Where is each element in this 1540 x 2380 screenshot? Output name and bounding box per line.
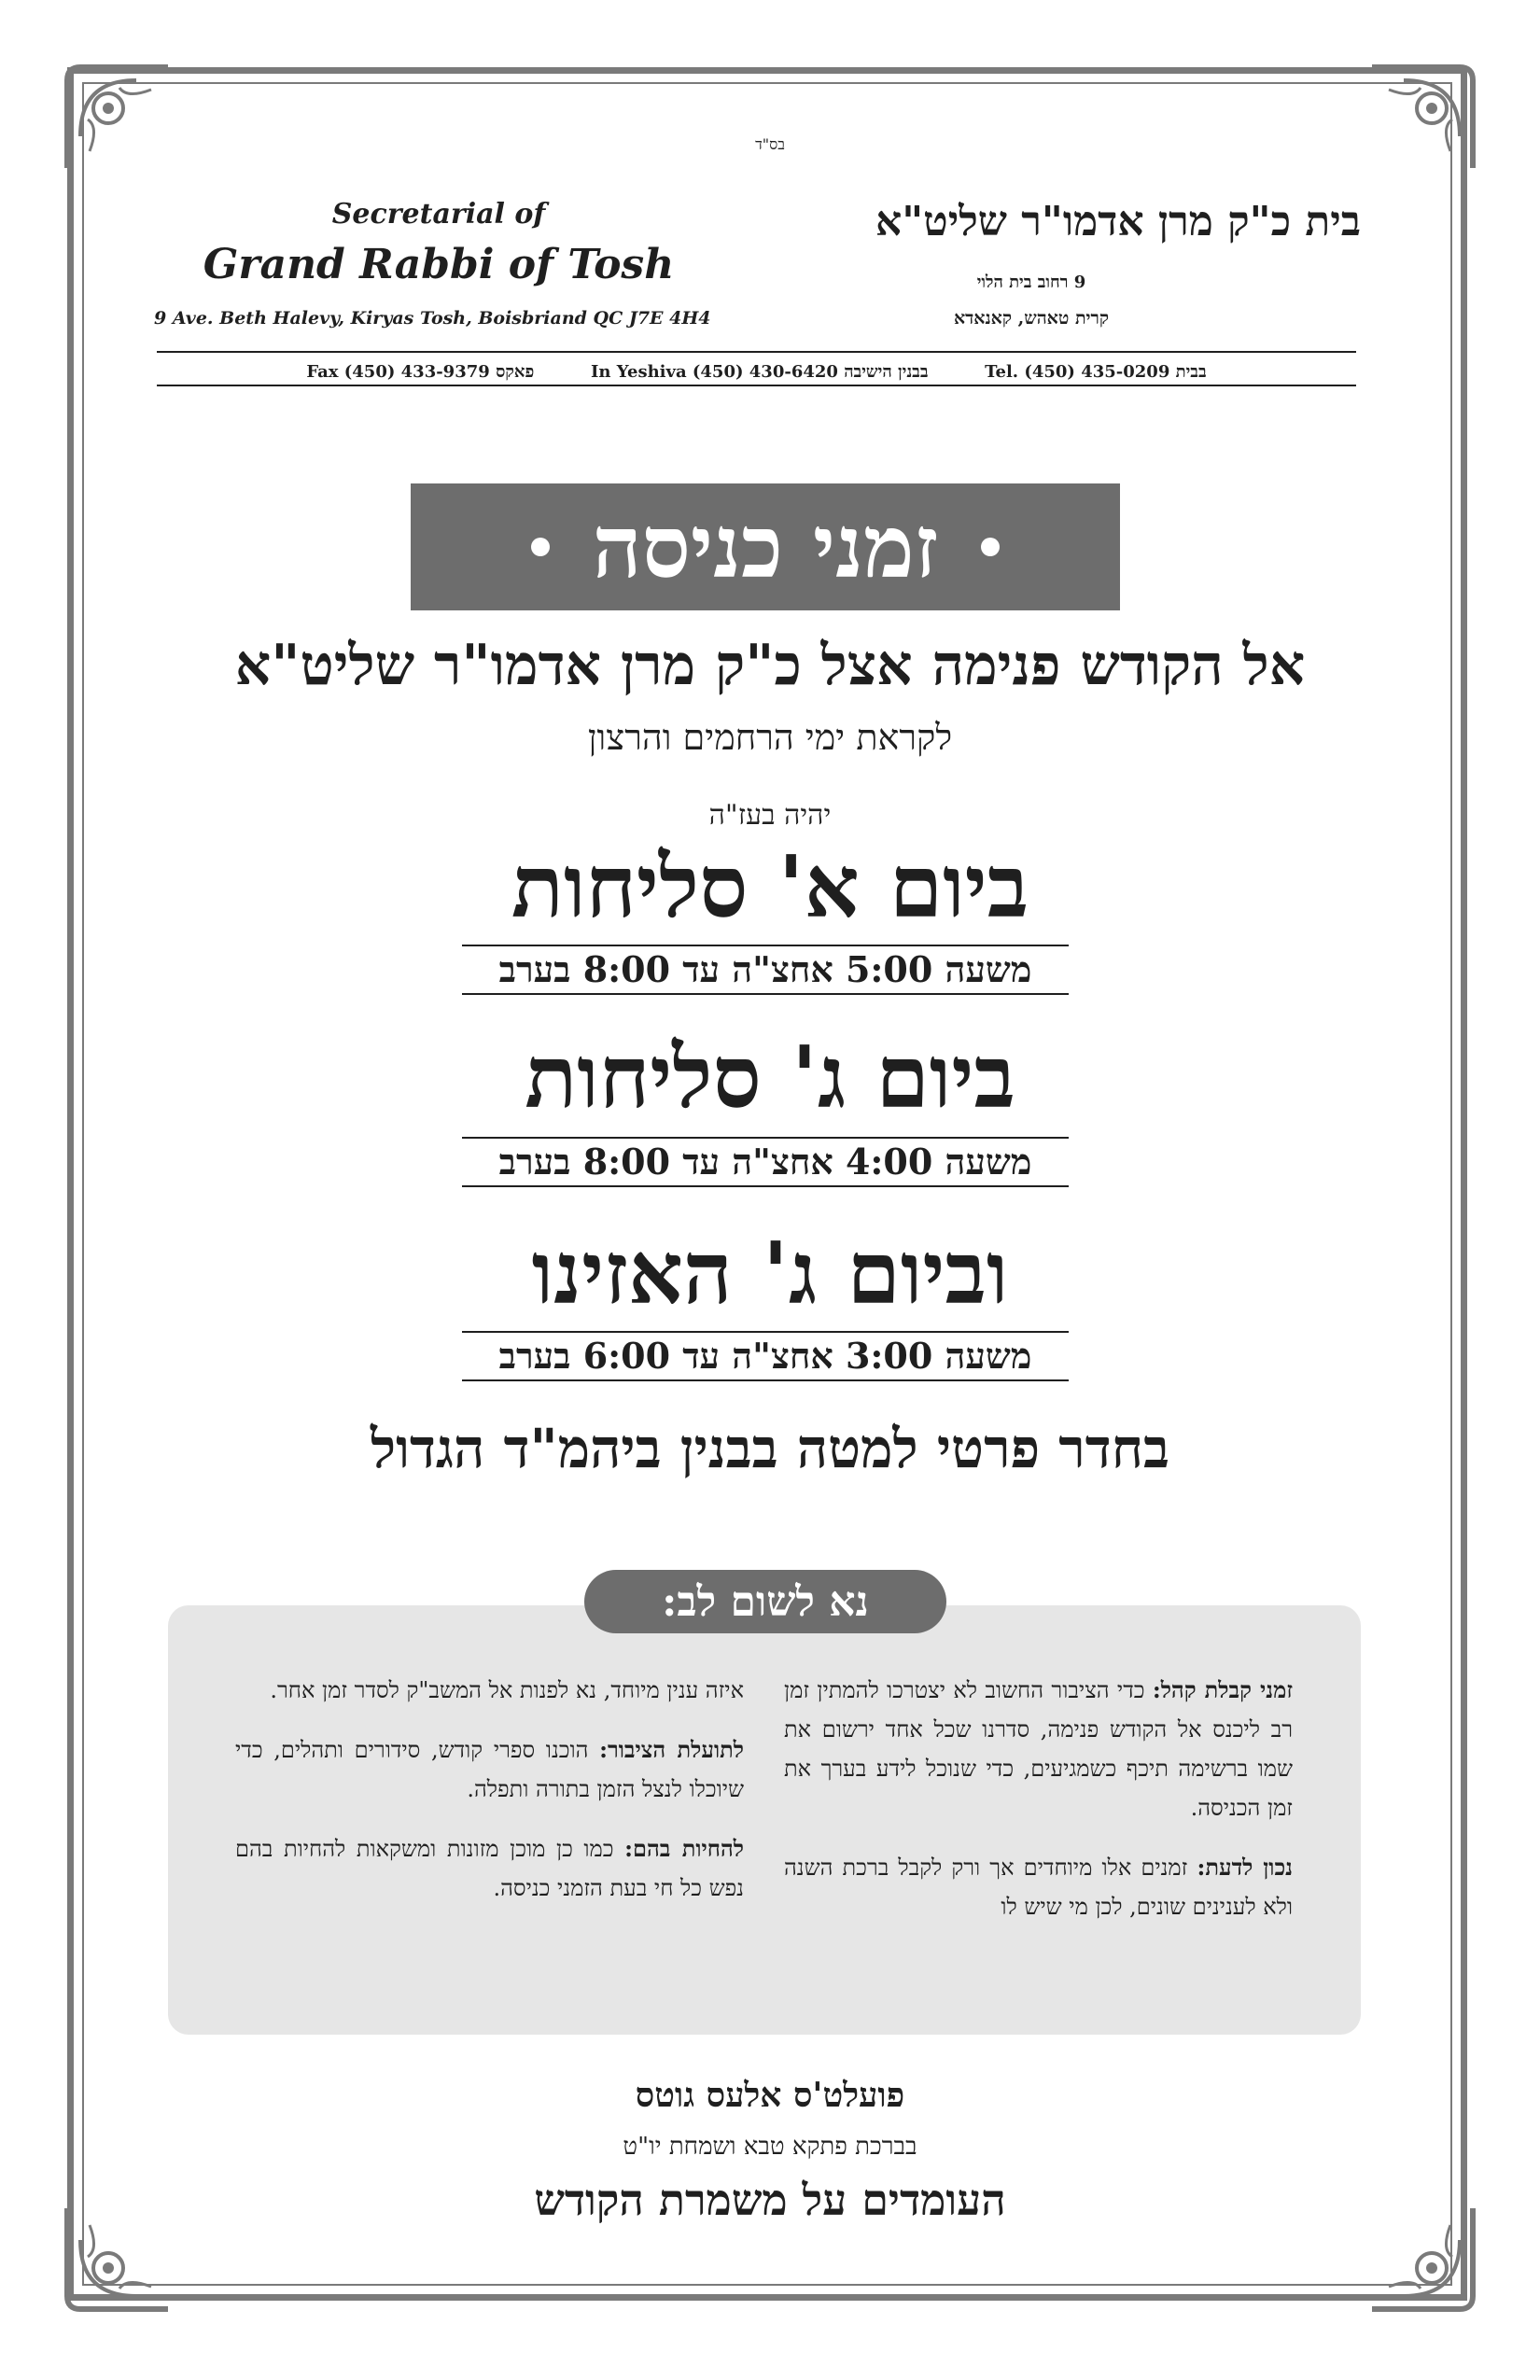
header-rule-bottom (157, 385, 1356, 386)
banner-title: זמני כניסה (592, 497, 939, 597)
notice-heading: נא לשום לב: (584, 1570, 946, 1633)
day-1-time: משעה 5:00 אחצ"ה עד 8:00 בערב (462, 945, 1069, 995)
notice-bold-lead: לתועלת הציבור: (599, 1736, 744, 1763)
secretariat-line: Secretarial of (331, 198, 546, 231)
corner-ornament-icon (1366, 62, 1478, 174)
phone-bar (157, 357, 1356, 386)
notice-text: זמנים אלו מיוחדים אך ורק לקבל ברכת השנה ולא לענינים שונים, לכן מי שיש לו (784, 1855, 1293, 1920)
notice-text: כדי הציבור החשוב לא יצטרכו להמתין זמן רב ליכנס אל הקודש פנימה, סדרנו שכל אחד ירשום את שמו ברשימה תיכף כשמגיעים, כדי שנוכל לידע בערך את זמן הכניסה. (784, 1677, 1294, 1821)
notice-left-column (235, 1671, 744, 1928)
notice-paragraph (235, 1671, 744, 1710)
notice-text: איזה ענין מיוחד, נא לפנות אל המשב"ק לסדר זמן אחר. (270, 1677, 744, 1703)
bullet-icon (981, 538, 1000, 556)
footer-blessing: בברכת פתקא טבא ושמחת יו"ט (623, 2133, 917, 2161)
main-line-1: אל הקודש פנימה אצל כ"ק מרן אדמו"ר שליט"א (234, 633, 1306, 698)
notice-bold-lead: נכון לדעת: (1197, 1854, 1293, 1881)
notice-paragraph (235, 1829, 744, 1908)
bsd-mark: בס"ד (755, 135, 785, 153)
grand-rabbi-title: Grand Rabbi of Tosh (203, 241, 675, 288)
main-line-2: לקראת ימי הרחמים והרצון (587, 717, 953, 758)
notice-right-column (784, 1671, 1293, 1947)
notice-paragraph (784, 1848, 1293, 1926)
day-3-heading: וביום ג' האזינו (531, 1223, 1009, 1323)
address-english: 9 Ave. Beth Halevy, Kiryas Tosh, Boisbriand QC J7E 4H4 (154, 308, 711, 329)
footer-organization: העומדים על משמרת הקודש (534, 2175, 1006, 2225)
notice-paragraph (784, 1671, 1293, 1827)
yeshiva-phone: In Yeshiva (450) 430-6420 בבנין הישיבה (590, 361, 929, 382)
fax-number: Fax (450) 433-9379 פאקס (306, 361, 535, 382)
home-phone: Tel. (450) 435-0209 בבית (985, 361, 1207, 382)
main-line-3: יהיה בעז"ה (708, 799, 832, 832)
hebrew-address-city: קרית טאהש, קאנאדא (953, 308, 1110, 329)
notice-paragraph (235, 1730, 744, 1809)
day-1-heading: ביום א' סליחות (511, 836, 1029, 937)
header-rule-top (157, 351, 1356, 353)
footer-sponsor: פועלט'ס אלעס גוטס (635, 2076, 905, 2115)
location-line: בחדר פרטי למטה בבנין ביהמ"ד הגדול (371, 1417, 1169, 1480)
corner-ornament-icon (62, 62, 174, 174)
notice-text: הוכנו ספרי קודש, סידורים ותהלים, כדי שיוכלו לנצל הזמן בתורה ותפלה. (235, 1737, 744, 1802)
notice-text: כמו כן מוכן מזונות ומשקאות להחיות בהם נפש כל חי בעת הזמני כניסה. (235, 1836, 744, 1901)
day-2-heading: ביום ג' סליחות (525, 1027, 1015, 1127)
title-banner (411, 483, 1120, 610)
hebrew-address-street: 9 רחוב בית הלוי (976, 273, 1086, 292)
notice-bold-lead: זמני קבלת קהל: (1152, 1676, 1294, 1703)
day-2-time: משעה 4:00 אחצ"ה עד 8:00 בערב (462, 1137, 1069, 1187)
notice-bold-lead: להחיות בהם: (624, 1835, 744, 1862)
day-3-time: משעה 3:00 אחצ"ה עד 6:00 בערב (462, 1331, 1069, 1381)
hebrew-house-title: בית כ"ק מרן אדמו"ר שליט"א (875, 198, 1361, 245)
bullet-icon (531, 538, 550, 556)
